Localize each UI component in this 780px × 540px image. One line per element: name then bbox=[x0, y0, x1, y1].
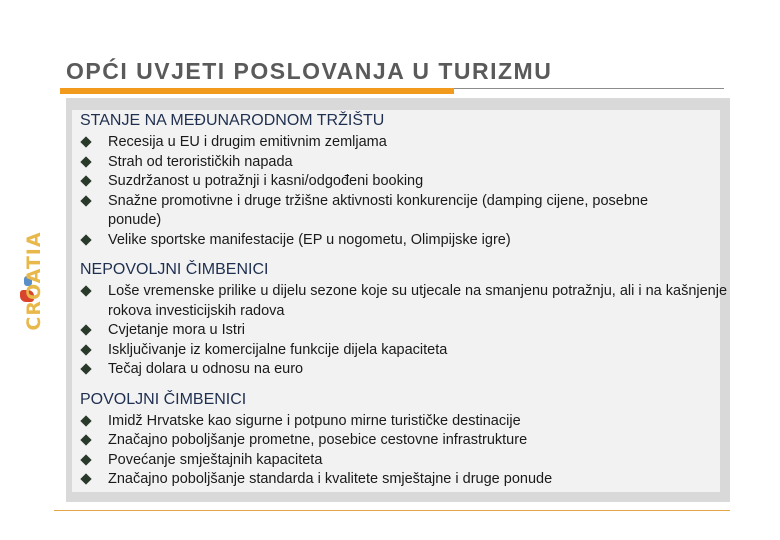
bullet-list bbox=[80, 282, 730, 380]
section-heading: POVOLJNI ČIMBENICI bbox=[80, 390, 247, 408]
section-heading: NEPOVOLJNI ČIMBENICI bbox=[80, 261, 269, 278]
diamond-bullet-icon bbox=[80, 234, 91, 245]
title-accent-bar bbox=[60, 88, 454, 94]
diamond-bullet-icon bbox=[80, 344, 91, 355]
diamond-bullet-icon bbox=[80, 195, 91, 206]
footer-divider bbox=[54, 510, 730, 511]
diamond-bullet-icon bbox=[80, 285, 91, 296]
list-item: Recesija u EU i drugim emitivnim zemljama bbox=[80, 133, 730, 153]
diamond-bullet-icon bbox=[80, 324, 91, 335]
list-item: Tečaj dolara u odnosu na euro bbox=[80, 360, 730, 380]
page-title: OPĆI UVJETI POSLOVANJA U TURIZMU bbox=[66, 58, 553, 84]
diamond-bullet-icon bbox=[80, 175, 91, 186]
section-heading: STANJE NA MEĐUNARODNOM TRŽIŠTU bbox=[80, 112, 385, 129]
list-item: Isključivanje iz komercijalne funkcije dijela kapaciteta bbox=[80, 341, 730, 361]
list-item: Povećanje smještajnih kapaciteta bbox=[80, 451, 730, 471]
section-favorable-factors bbox=[80, 390, 730, 490]
bullet-list bbox=[80, 133, 730, 250]
list-item: Suzdržanost u potražnji i kasni/odgođeni booking bbox=[80, 172, 730, 192]
list-item: Značajno poboljšanje standarda i kvalitete smještajne i druge ponude bbox=[80, 470, 730, 490]
list-item: Imidž Hrvatske kao sigurne i potpuno mirne turističke destinacije bbox=[80, 412, 730, 432]
logo-text: CROATIA bbox=[23, 231, 45, 331]
list-item: Loše vremenske prilike u dijelu sezone koje su utjecale na smanjenu potražnju, ali i na kašnjenje rokova investicijskih radova bbox=[80, 282, 748, 321]
diamond-bullet-icon bbox=[80, 415, 91, 426]
list-item: Velike sportske manifestacije (EP u nogometu, Olimpijske igre) bbox=[80, 231, 730, 251]
diamond-bullet-icon bbox=[80, 434, 91, 445]
list-item: Značajno poboljšanje prometne, posebice cestovne infrastrukture bbox=[80, 431, 730, 451]
croatia-logo bbox=[18, 226, 48, 336]
section-international-market bbox=[80, 111, 730, 250]
diamond-bullet-icon bbox=[80, 156, 91, 167]
list-item: Snažne promotivne i druge tržišne aktivnosti konkurencije (damping cijene, posebne ponude) bbox=[80, 192, 668, 231]
diamond-bullet-icon bbox=[80, 473, 91, 484]
diamond-bullet-icon bbox=[80, 363, 91, 374]
diamond-bullet-icon bbox=[80, 136, 91, 147]
content bbox=[80, 111, 730, 490]
list-item: Cvjetanje mora u Istri bbox=[80, 321, 730, 341]
bullet-list bbox=[80, 412, 730, 490]
list-item: Strah od terorističkih napada bbox=[80, 153, 730, 173]
section-unfavorable-factors bbox=[80, 260, 730, 380]
diamond-bullet-icon bbox=[80, 454, 91, 465]
